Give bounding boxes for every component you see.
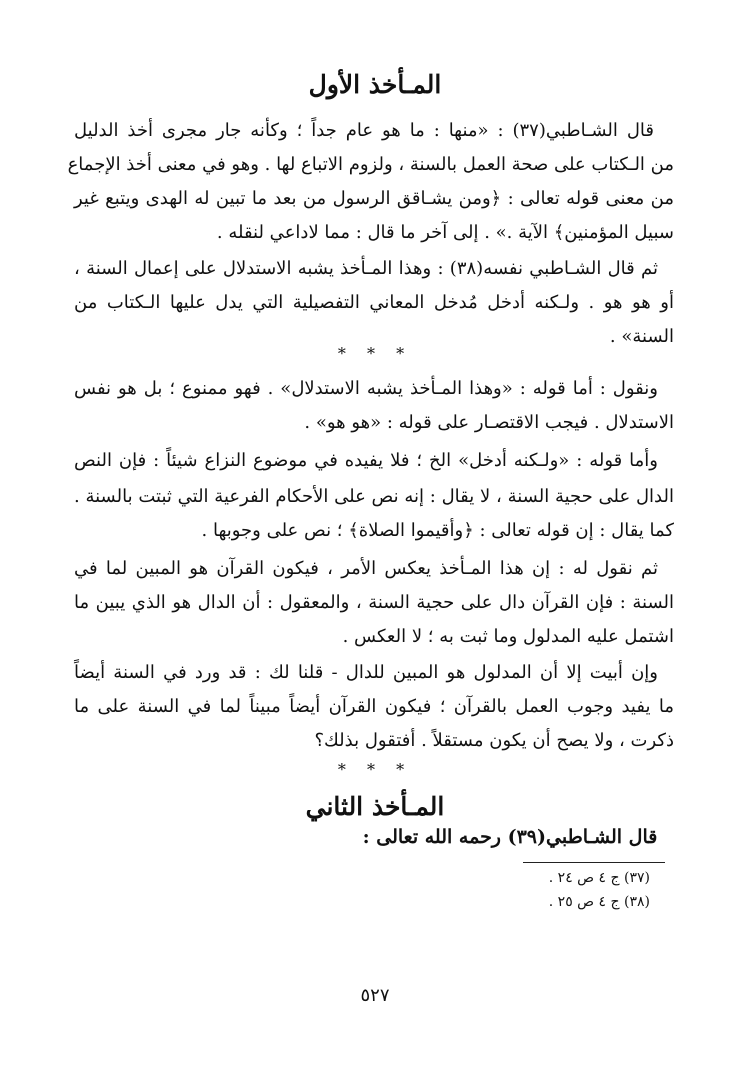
paragraph-line: سبيل المؤمنين﴾ الآية .» . إلى آخر ما قال : مما لاداعي لنقله . <box>216 222 674 243</box>
paragraph-line: اشتمل عليه المدلول وما ثبت به ؛ لا العكس . <box>342 626 674 647</box>
paragraph-line: ثم قال الشـاطبي نفسه(٣٨) : وهذا المـأخذ يشبه الاستدلال على إعمال السنة ، <box>74 258 659 279</box>
paragraph-line: من الـكتاب على صحة العمل بالسنة ، ولزوم الاتباع لها . وهو في معنى أخذ الإجماع <box>67 154 674 175</box>
paragraph-line: أو هو هو . ولـكنه أدخل مُدخل المعاني التفصيلية التي يدل عليها الـكتاب من <box>74 292 674 313</box>
section-heading-first: المـأخذ الأول <box>308 70 442 99</box>
paragraph-line: السنة : فإن القرآن دال على حجية السنة ، والمعقول : أن الدال هو الذي يبين ما <box>74 592 674 613</box>
paragraph-line: كما يقال : إن قوله تعالى : ﴿وأقيموا الصلاة﴾ ؛ نص على وجوبها . <box>201 520 674 541</box>
paragraph-line: وإن أبيت إلا أن المدلول هو المبين للدال - قلنا لك : قد ورد في السنة أيضاً <box>74 662 658 683</box>
section-separator: * * * <box>337 344 413 363</box>
paragraph-line: من معنى قوله تعالى : ﴿ومن يشـاقق الرسول من بعد ما تبين له الهدى ويتبع غير <box>74 188 674 209</box>
page-number: ٥٢٧ <box>360 985 390 1006</box>
footnote: (٣٧) ج ٤ ص ٢٤ . <box>548 870 650 886</box>
section-heading-second: المـأخذ الثاني <box>305 792 445 821</box>
paragraph-line: ما يفيد وجوب العمل بالقرآن ؛ فيكون القرآن أيضاً مبيناً لما في السنة على ما <box>74 696 674 717</box>
paragraph-line: ذكرت ، ولا يصح أن يكون مستقلاً . أفتقول بذلك؟ <box>314 730 674 751</box>
paragraph-line: ونقول : أما قوله : «وهذا المـأخذ يشبه الاستدلال» . فهو ممنوع ؛ بل هو نفس <box>74 378 658 399</box>
paragraph-line: الاستدلال . فيجب الاقتصـار على قوله : «هو هو» . <box>304 412 674 433</box>
paragraph-line: السنة» . <box>609 326 674 347</box>
footnote-divider <box>523 862 665 863</box>
section-separator: * * * <box>337 760 413 779</box>
paragraph-line: ثم نقول له : إن هذا المـأخذ يعكس الأمر ، فيكون القرآن هو المبين لما في <box>74 558 658 579</box>
footnote: (٣٨) ج ٤ ص ٢٥ . <box>548 894 650 910</box>
section-subheading: قال الشـاطبي(٣٩) رحمه الله تعالى : <box>362 826 658 848</box>
paragraph-line: الدال على حجية السنة ، لا يقال : إنه نص على الأحكام الفرعية التي ثبتت بالسنة . <box>74 486 674 507</box>
paragraph-line: وأما قوله : «ولـكنه أدخل» الخ ؛ فلا يفيده في موضوع النزاع شيئاً : فإن النص <box>74 450 658 471</box>
paragraph-line: قال الشـاطبي(٣٧) : «منها : ما هو عام جداً ؛ وكأنه جار مجرى أخذ الدليل <box>74 120 654 141</box>
